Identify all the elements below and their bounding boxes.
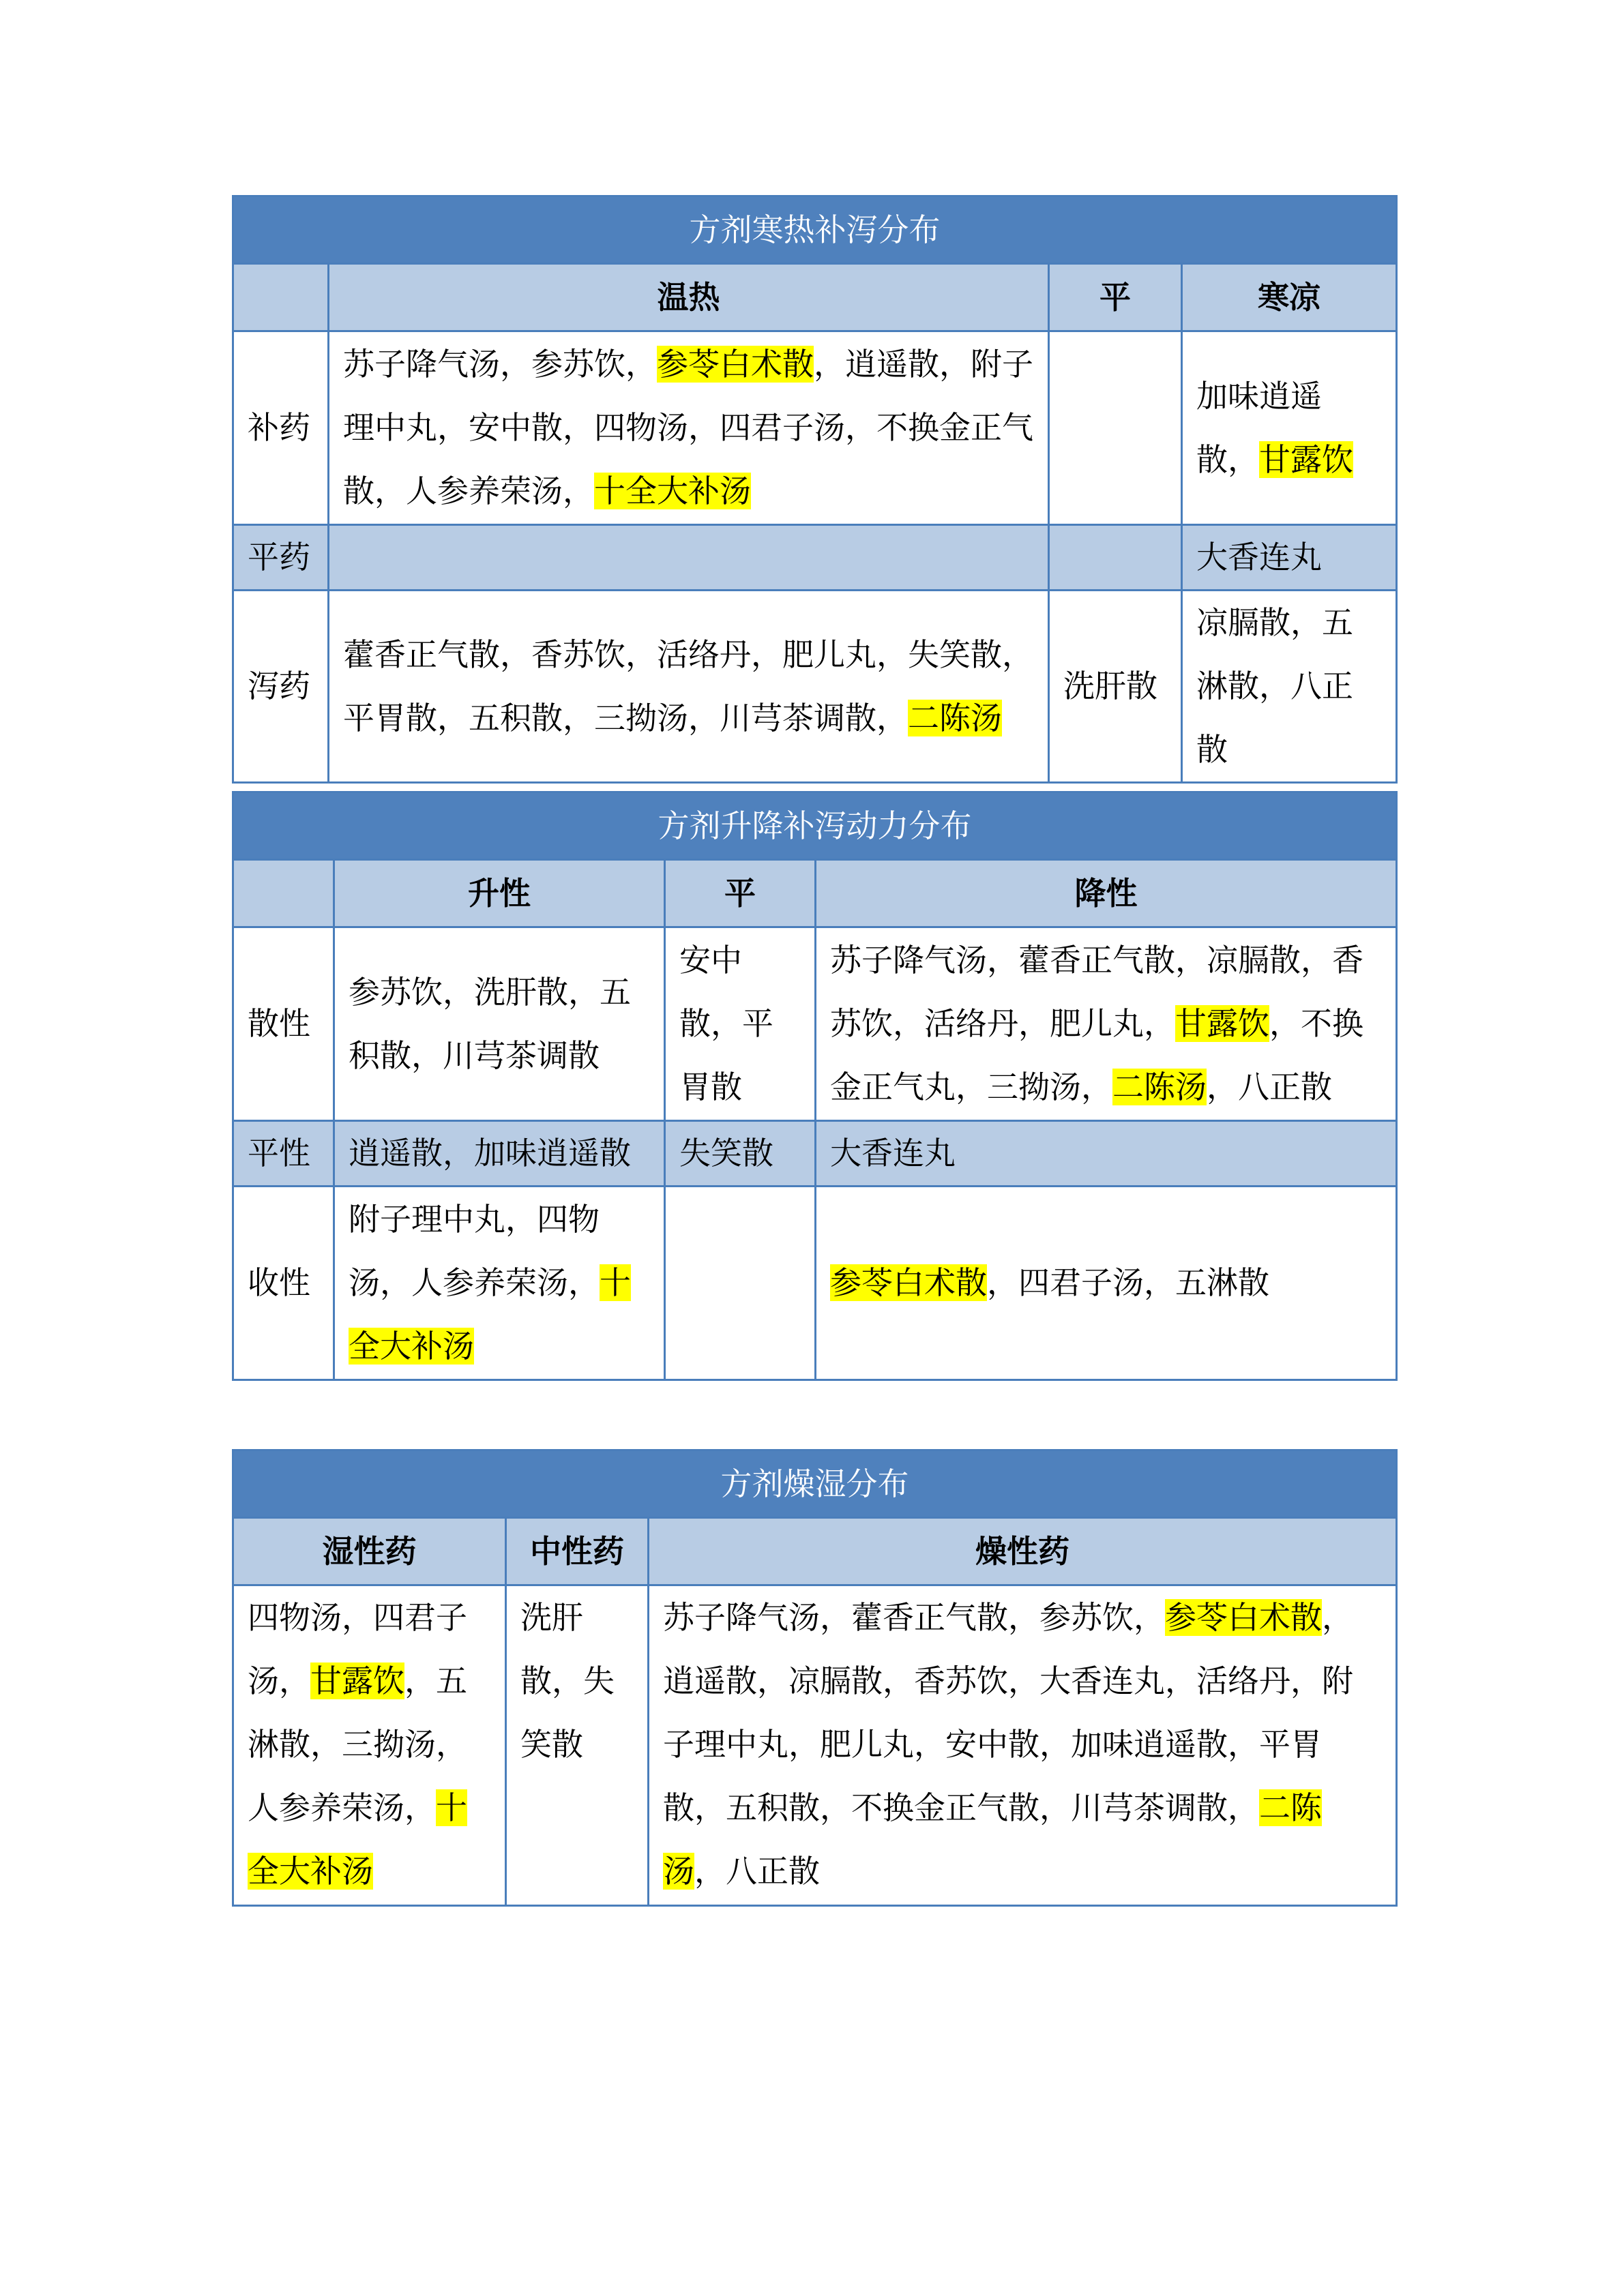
table-cold-heat-tonify-purge [232,195,1398,784]
row-label: 平性 [233,1121,334,1187]
cell [506,1585,649,1906]
cell [1049,331,1182,525]
cell [1049,525,1182,591]
cell-text: 大香连丸 [830,1135,956,1172]
header-cell: 燥性药 [649,1518,1397,1585]
header-cell: 寒凉 [1182,264,1397,331]
cell-text: ，逍遥散，凉膈散，香苏饮，大香连丸，活络丹，附子理中丸，肥儿丸，安中散，加味逍遥散，平胃散，五积散，不换金正气散，川芎茶调散， [663,1599,1353,1826]
row-label: 散性 [233,927,334,1121]
row-label: 平药 [233,525,329,591]
highlighted-formula: 二陈汤 [663,1789,1322,1890]
cell [334,927,665,1121]
cell [334,1121,665,1187]
cell-text: 苏子降气汤，藿香正气散，凉膈散，香苏饮，活络丹，肥儿丸， [830,942,1363,1042]
table-rise-fall-dynamics [232,791,1398,1381]
cell [1182,331,1397,525]
header-cell: 升性 [334,860,665,927]
cell-text: 失笑散 [679,1135,773,1172]
header-cell: 降性 [816,860,1397,927]
highlighted-formula: 参苓白术散 [1165,1599,1322,1636]
cell [1182,591,1397,783]
cell [665,1121,816,1187]
cell [233,1585,506,1906]
cell [649,1585,1397,1906]
table-title: 方剂寒热补泻分布 [233,196,1397,264]
cell-text: ，逍遥散，附子理中丸，安中散，四物汤，四君子汤，不换金正气散，人参养荣汤， [343,346,1033,509]
cell [816,1187,1397,1380]
cell-text: 藿香正气散，香苏饮，活络丹，肥儿丸，失笑散，平胃散，五积散，三拗汤，川芎茶调散， [343,636,1033,736]
table-row [233,331,1397,525]
cell [329,591,1049,783]
row-label: 泻药 [233,591,329,783]
cell-text: 安中散，平胃散 [679,942,773,1105]
row-label: 补药 [233,331,329,525]
table-row [233,591,1397,783]
table-title: 方剂燥湿分布 [233,1450,1397,1518]
highlighted-formula: 二陈汤 [908,699,1002,736]
cell-text: 四物汤，四君子汤， [248,1599,467,1699]
header-cell: 平 [665,860,816,927]
header-cell [233,860,334,927]
highlighted-formula: 参苓白术散 [657,346,814,383]
header-cell: 湿性药 [233,1518,506,1585]
table-row [233,1121,1397,1187]
cell [334,1187,665,1380]
cell-text: 参苏饮，洗肝散，五积散，川芎茶调散 [349,973,631,1074]
cell-text: 苏子降气汤，参苏饮， [343,346,657,383]
cell [1049,591,1182,783]
header-cell: 中性药 [506,1518,649,1585]
header-cell: 温热 [329,264,1049,331]
cell-text: 大香连丸 [1196,539,1322,576]
row-label: 收性 [233,1187,334,1380]
cell [665,1187,816,1380]
cell-text: ，八正散 [1207,1069,1332,1105]
highlighted-formula: 十全大补汤 [349,1264,631,1365]
cell-text: ，四君子汤，五淋散 [987,1264,1269,1301]
cell-text: 加味逍遥散， [1196,377,1322,478]
cell [329,331,1049,525]
highlighted-formula: 甘露饮 [310,1663,404,1699]
cell [1182,525,1397,591]
cell-text: 苏子降气汤，藿香正气散，参苏饮， [663,1599,1165,1636]
highlighted-formula: 二陈汤 [1112,1069,1207,1105]
table-dry-damp [232,1449,1398,1907]
table-row [233,1585,1397,1906]
highlighted-formula: 甘露饮 [1259,441,1353,478]
cell [816,927,1397,1121]
table-row [233,927,1397,1121]
cell [665,927,816,1121]
cell-text: 附子理中丸，四物汤，人参养荣汤， [349,1201,600,1301]
highlighted-formula: 十全大补汤 [248,1789,467,1890]
cell [816,1121,1397,1187]
table-row [233,525,1397,591]
cell-text: 逍遥散，加味逍遥散 [349,1135,631,1172]
cell-text: ，五淋散，三拗汤，人参养荣汤， [248,1663,467,1826]
cell-text: 洗肝散，失笑散 [520,1599,615,1763]
cell-text: ，不换金正气丸，三拗汤， [830,1005,1363,1105]
table-title: 方剂升降补泻动力分布 [233,792,1397,860]
highlighted-formula: 十全大补汤 [594,473,751,509]
table-row [233,1187,1397,1380]
header-cell [233,264,329,331]
header-cell: 平 [1049,264,1182,331]
cell-text: ，八正散 [694,1853,820,1890]
highlighted-formula: 甘露饮 [1175,1005,1269,1042]
highlighted-formula: 参苓白术散 [830,1264,987,1301]
cell [329,525,1049,591]
cell-text: 洗肝散 [1063,668,1157,704]
cell-text: 凉膈散，五淋散，八正散 [1196,604,1353,768]
